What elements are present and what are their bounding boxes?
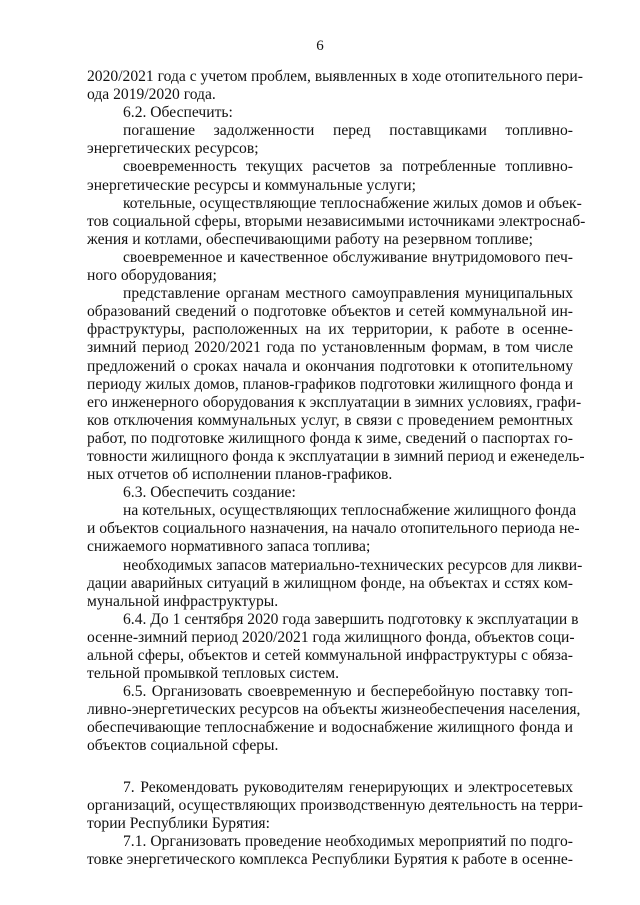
text-line: товности жилищного фонда к эксплуатации в зимний период и еженедель- — [87, 447, 585, 465]
text-line: необходимых запасов материально-технических ресурсов для ликви- — [123, 556, 583, 574]
document-body — [87, 68, 586, 869]
text-line: энергетических ресурсов; — [87, 140, 259, 158]
text-line: тории Республики Бурятия: — [87, 814, 270, 832]
text-line: организаций, осуществляющих производственную деятельность на терри- — [87, 796, 583, 814]
text-line: ливно-энергетических ресурсов на объекты жизнеобеспечения населения, — [87, 701, 581, 719]
text-line: дации аварийных ситуаций в жилищном фонде, на объектах и сстях ком- — [87, 574, 573, 592]
text-line: своевременное и качественное обслуживание внутридомового печ- — [123, 248, 573, 266]
text-line: снижаемого нормативного запаса топлива; — [87, 538, 371, 556]
text-line: периоду жилых домов, планов-графиков подготовки жилищного фонда и — [87, 375, 574, 393]
text-line: энергетические ресурсы и коммунальные услуги; — [87, 176, 416, 194]
text-line: тельной промывкой тепловых систем. — [87, 665, 340, 683]
text-line: его инженерного оборудования к эксплуатации в зимних условиях, графи- — [87, 393, 582, 411]
text-line: ков отключения коммунальных услуг, в связи с проведением ремонтных — [87, 411, 573, 429]
text-line: 7.1. Организовать проведение необходимых мероприятий по подго- — [123, 832, 573, 850]
paragraph — [87, 683, 581, 755]
text-line: мунальной инфраструктуры. — [87, 592, 279, 610]
text-line: товке энергетического комплекса Республики Бурятия к работе в осенне- — [87, 850, 573, 868]
text-line: ода 2019/2020 года. — [87, 86, 216, 104]
paragraph — [87, 158, 573, 194]
text-line: и объектов социального назначения, на начало отопительного периода не- — [87, 520, 580, 538]
text-line: предложений о сроках начала и окончания подготовки к отопительному — [87, 357, 573, 375]
text-line: 6.4. До 1 сентября 2020 года завершить подготовку к эксплуатации в — [123, 610, 579, 628]
text-line: 7. Рекомендовать руководителям генерирующих и электросетевых — [123, 778, 573, 796]
paragraph-gap — [87, 756, 573, 779]
text-line: объектов социальной сферы. — [87, 737, 279, 755]
text-line: на котельных, осуществляющих теплоснабжение жилищного фонда — [123, 502, 577, 520]
paragraph — [87, 122, 573, 158]
text-line: ных отчетов об исполнении планов-графиков. — [87, 466, 393, 484]
text-line: осенне-зимний период 2020/2021 года жилищного фонда, объектов соци- — [87, 628, 575, 646]
text-line: работ, по подготовке жилищного фонда к зиме, сведений о паспортах го- — [87, 429, 573, 447]
text-line: 6.5. Организовать своевременную и бесперебойную поставку топ- — [123, 683, 573, 701]
paragraph — [87, 833, 573, 869]
text-line: зимний период 2020/2021 года по установленным формам, в том числе — [87, 339, 573, 357]
paragraph — [87, 610, 579, 683]
text-line: погашение задолженности перед поставщиками топливно- — [123, 122, 573, 140]
text-line: 6.2. Обеспечить: — [123, 104, 233, 122]
paragraph — [87, 285, 585, 484]
paragraph — [87, 249, 573, 285]
text-line: котельные, осуществляющие теплоснабжение жилых домов и объек- — [123, 194, 582, 212]
paragraph — [87, 556, 583, 611]
text-line: 2020/2021 года с учетом проблем, выявленных в ходе отопительного пери- — [87, 68, 583, 85]
text-line: своевременность текущих расчетов за потребленные топливно- — [123, 158, 573, 176]
paragraph — [87, 68, 583, 104]
text-line: фраструктуры, расположенных на их территории, к работе в осенне- — [87, 321, 573, 339]
paragraph — [87, 484, 573, 502]
paragraph — [87, 194, 586, 249]
text-line: тов социальной сферы, вторыми независимыми источниками электроснаб- — [87, 212, 586, 230]
paragraph — [87, 502, 580, 556]
page-number: 6 — [316, 38, 324, 54]
text-line: альной сферы, объектов и сетей коммунальной инфраструктуры с обяза- — [87, 647, 573, 664]
text-line: ного оборудования; — [87, 267, 217, 285]
paragraph — [87, 104, 573, 122]
text-line: представление органам местного самоуправления муниципальных — [123, 285, 573, 303]
text-line: обеспечивающие теплоснабжение и водоснабжение жилищного фонда и — [87, 719, 573, 737]
text-line: образований сведений о подготовке объектов и сетей коммунальной ин- — [87, 303, 573, 321]
text-line: жения и котлами, обеспечивающими работу на резервном топливе; — [87, 230, 533, 248]
paragraph — [87, 778, 583, 833]
text-line: 6.3. Обеспечить создание: — [123, 484, 296, 502]
